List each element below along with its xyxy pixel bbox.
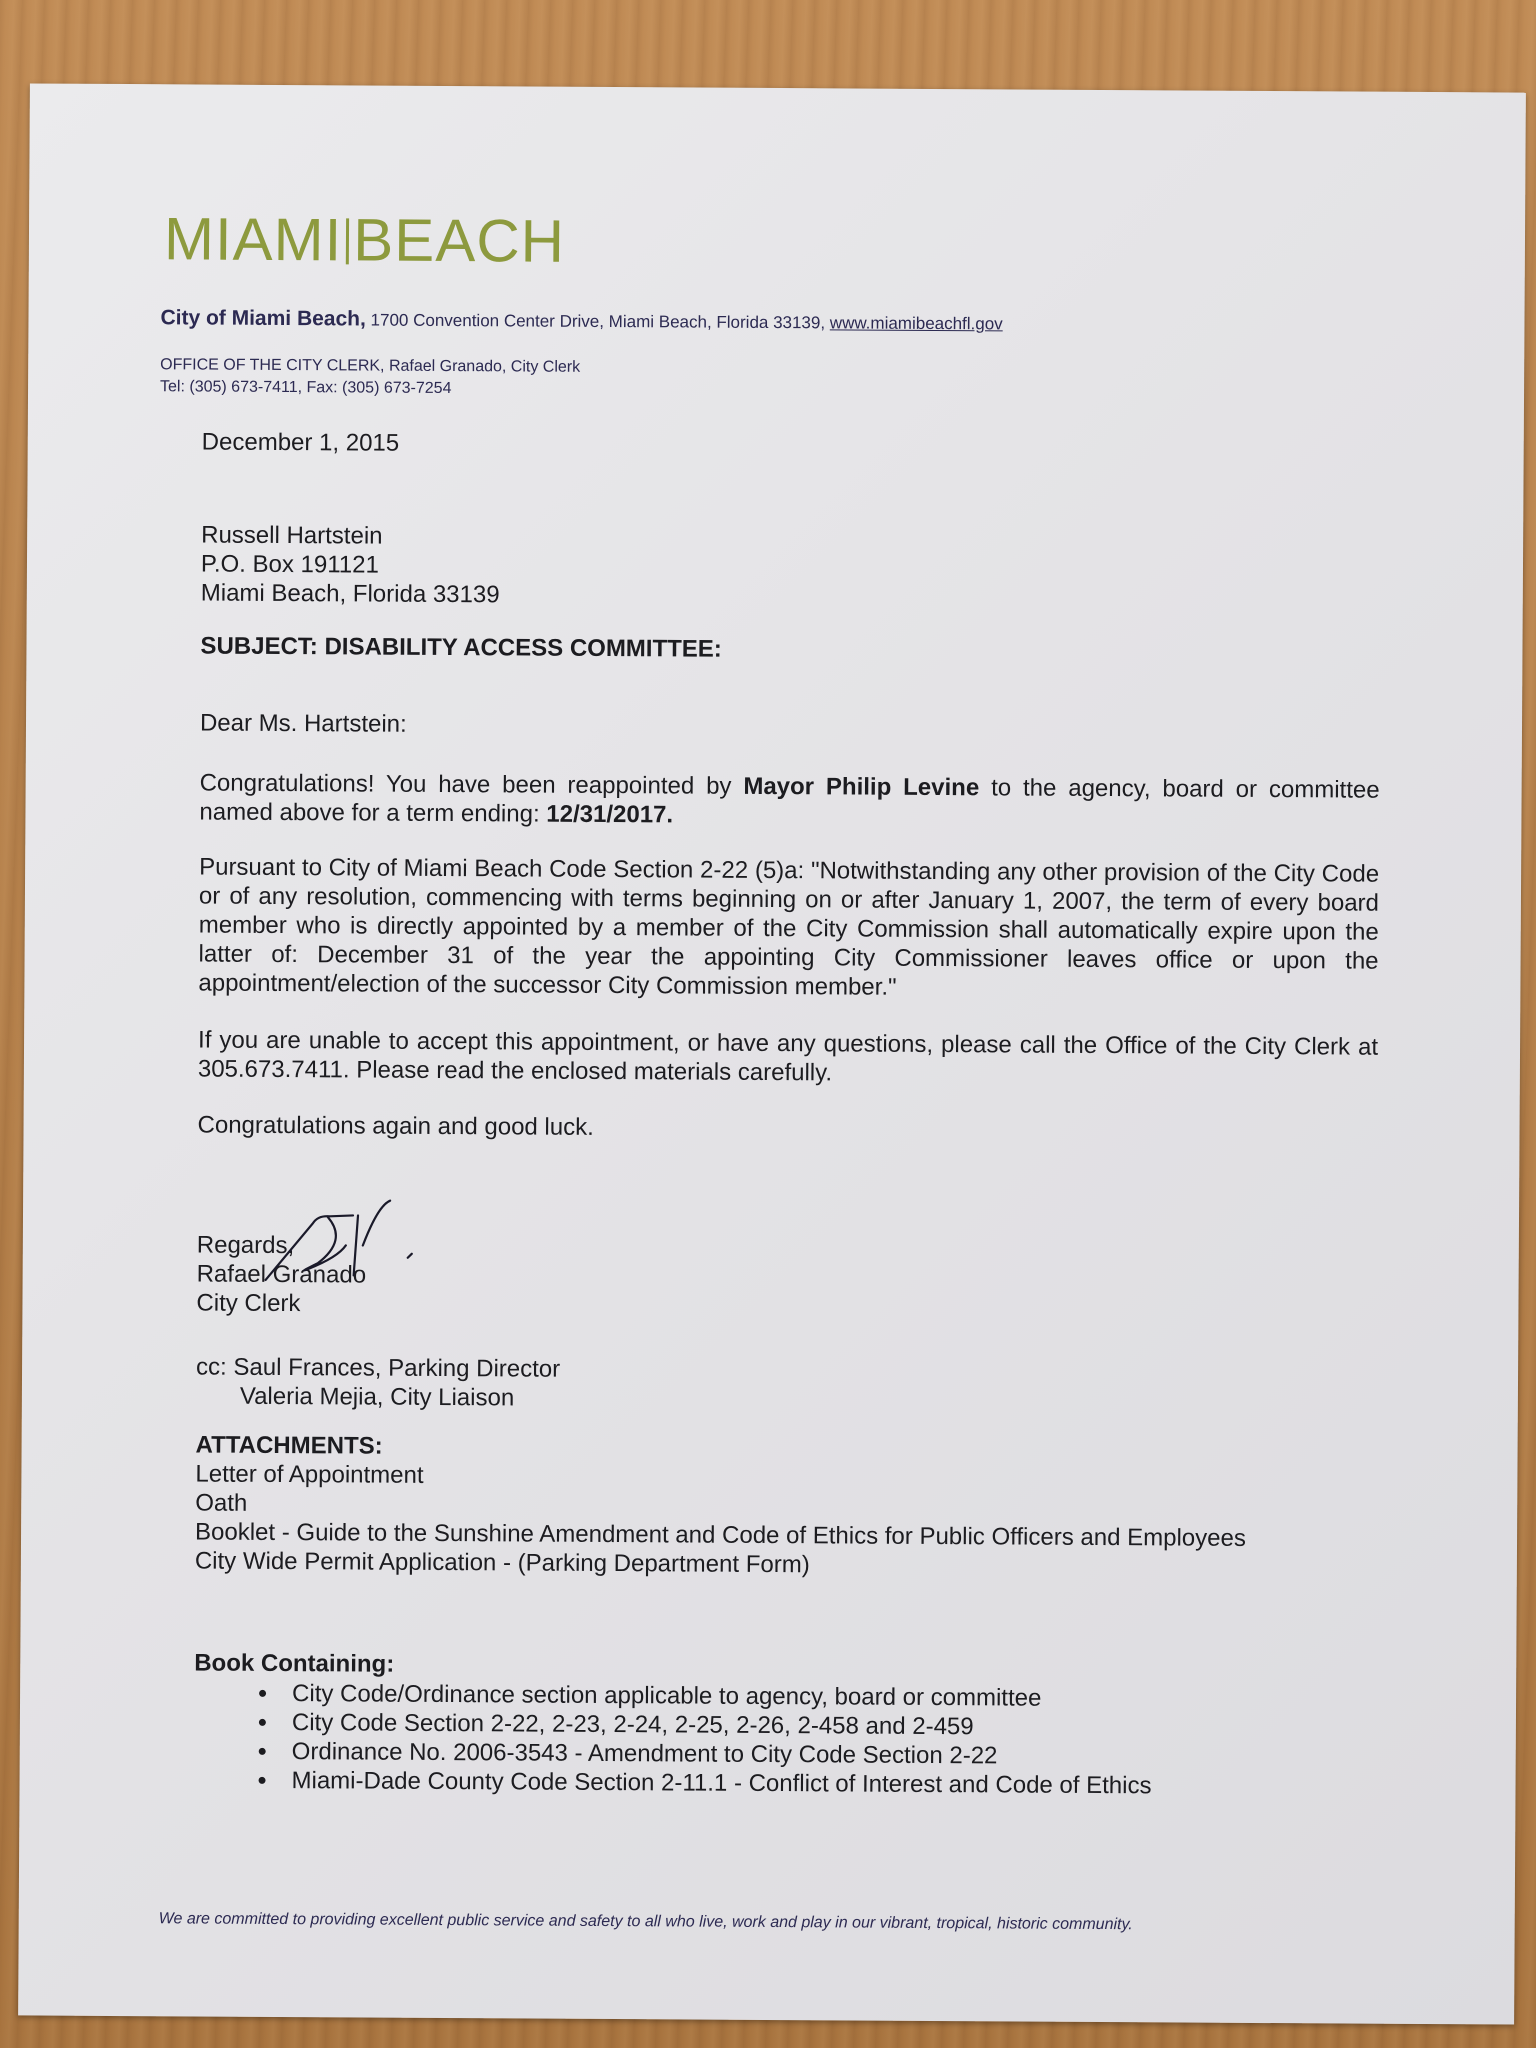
logo-divider	[346, 218, 349, 264]
attachments-list	[195, 1459, 1376, 1582]
signer-name: Rafael Granado	[196, 1260, 367, 1289]
letterhead-address-line	[160, 306, 1002, 335]
book-title: Book Containing:	[194, 1649, 395, 1678]
attachment-item: Letter of Appointment	[195, 1460, 424, 1489]
book-item: • Miami-Dade County Code Section 2-11.1 - Conflict of Interest and Code of Ethics	[279, 1766, 1373, 1802]
handwritten-signature	[258, 1185, 439, 1296]
cc-line-1: cc: Saul Frances, Parking Director	[195, 1353, 561, 1383]
book-list	[193, 1678, 1374, 1801]
book-item: • Ordinance No. 2006-3543 - Amendment to City Code Section 2-22	[280, 1737, 1374, 1773]
recipient-name: Russell Hartstein	[201, 521, 383, 550]
signer-title: City Clerk	[196, 1289, 301, 1318]
book-item: • City Code Section 2-22, 2-23, 2-24, 2-25, 2-26, 2-458 and 2-459	[280, 1708, 1374, 1744]
paragraph-good-luck: Congratulations again and good luck.	[197, 1111, 594, 1141]
website-link[interactable]: www.miamibeachfl.gov	[829, 313, 1003, 334]
attachment-item: City Wide Permit Application - (Parking Department Form)	[194, 1547, 810, 1579]
p1-text-a: Congratulations! You have been reappointed by	[199, 769, 744, 800]
p1-text-b: to the agency, board or committee named above for a term ending:	[199, 774, 1380, 828]
letter-page	[18, 83, 1526, 2024]
attachment-item: Oath	[195, 1489, 248, 1517]
book-item: • City Code/Ordinance section applicable to agency, board or committee	[280, 1679, 1374, 1715]
term-end-date: 12/31/2017.	[546, 800, 674, 829]
paragraph-code-section: Pursuant to City of Miami Beach Code Section 2-22 (5)a: "Notwithstanding any other provision of the City Code or of any resolution, commencing with terms beginning on or after January 1, 2007, the term of every board member who is directly appointed by a member of the City Commission shall automatically expire upon the latter of: December 31 of the year the appointing City Commissioner leaves office or upon the appointment/election of the successor City Commission member."	[198, 853, 1380, 1001]
attachment-item: Booklet - Guide to the Sunshine Amendment and Code of Ethics for Public Officers and Employees	[194, 1518, 1246, 1552]
cc-block	[196, 1352, 1376, 1417]
letter-date: December 1, 2015	[201, 428, 400, 457]
paragraph-reappointment	[199, 768, 1379, 833]
mayor-name: Mayor Philip Levine	[743, 772, 980, 802]
regards: Regards,	[196, 1231, 295, 1260]
clerk-phone: Tel: (305) 673-7411, Fax: (305) 673-7254	[160, 378, 452, 398]
footer-motto: We are committed to providing excellent public service and safety to all who live, work and play in our vibrant, tropical, historic community.	[158, 1910, 1133, 1934]
paragraph-contact: If you are unable to accept this appointment, or have any questions, please call the Office of the City Clerk at 305.673.7411. Please read the enclosed materials carefully.	[197, 1026, 1379, 1087]
attachments-title: ATTACHMENTS:	[195, 1431, 383, 1460]
recipient-city: Miami Beach, Florida 33139	[200, 579, 500, 609]
letter-greeting: Dear Ms. Hartstein:	[199, 709, 407, 738]
clerk-office-block	[160, 354, 580, 401]
recipient-address	[201, 521, 1382, 615]
clerk-office: OFFICE OF THE CITY CLERK, Rafael Granado, City Clerk	[160, 356, 581, 376]
city-address: 1700 Convention Center Drive, Miami Beach, Florida 33139,	[365, 310, 830, 333]
logo-miami: MIAMI	[163, 205, 343, 274]
recipient-box: P.O. Box 191121	[200, 550, 379, 579]
letter-subject: SUBJECT: DISABILITY ACCESS COMMITTEE:	[200, 632, 722, 663]
miami-beach-logo	[164, 204, 565, 275]
logo-beach: BEACH	[353, 206, 566, 275]
cc-line-2: Valeria Mejia, City Liaison	[239, 1382, 515, 1412]
city-name: City of Miami Beach,	[160, 306, 366, 331]
